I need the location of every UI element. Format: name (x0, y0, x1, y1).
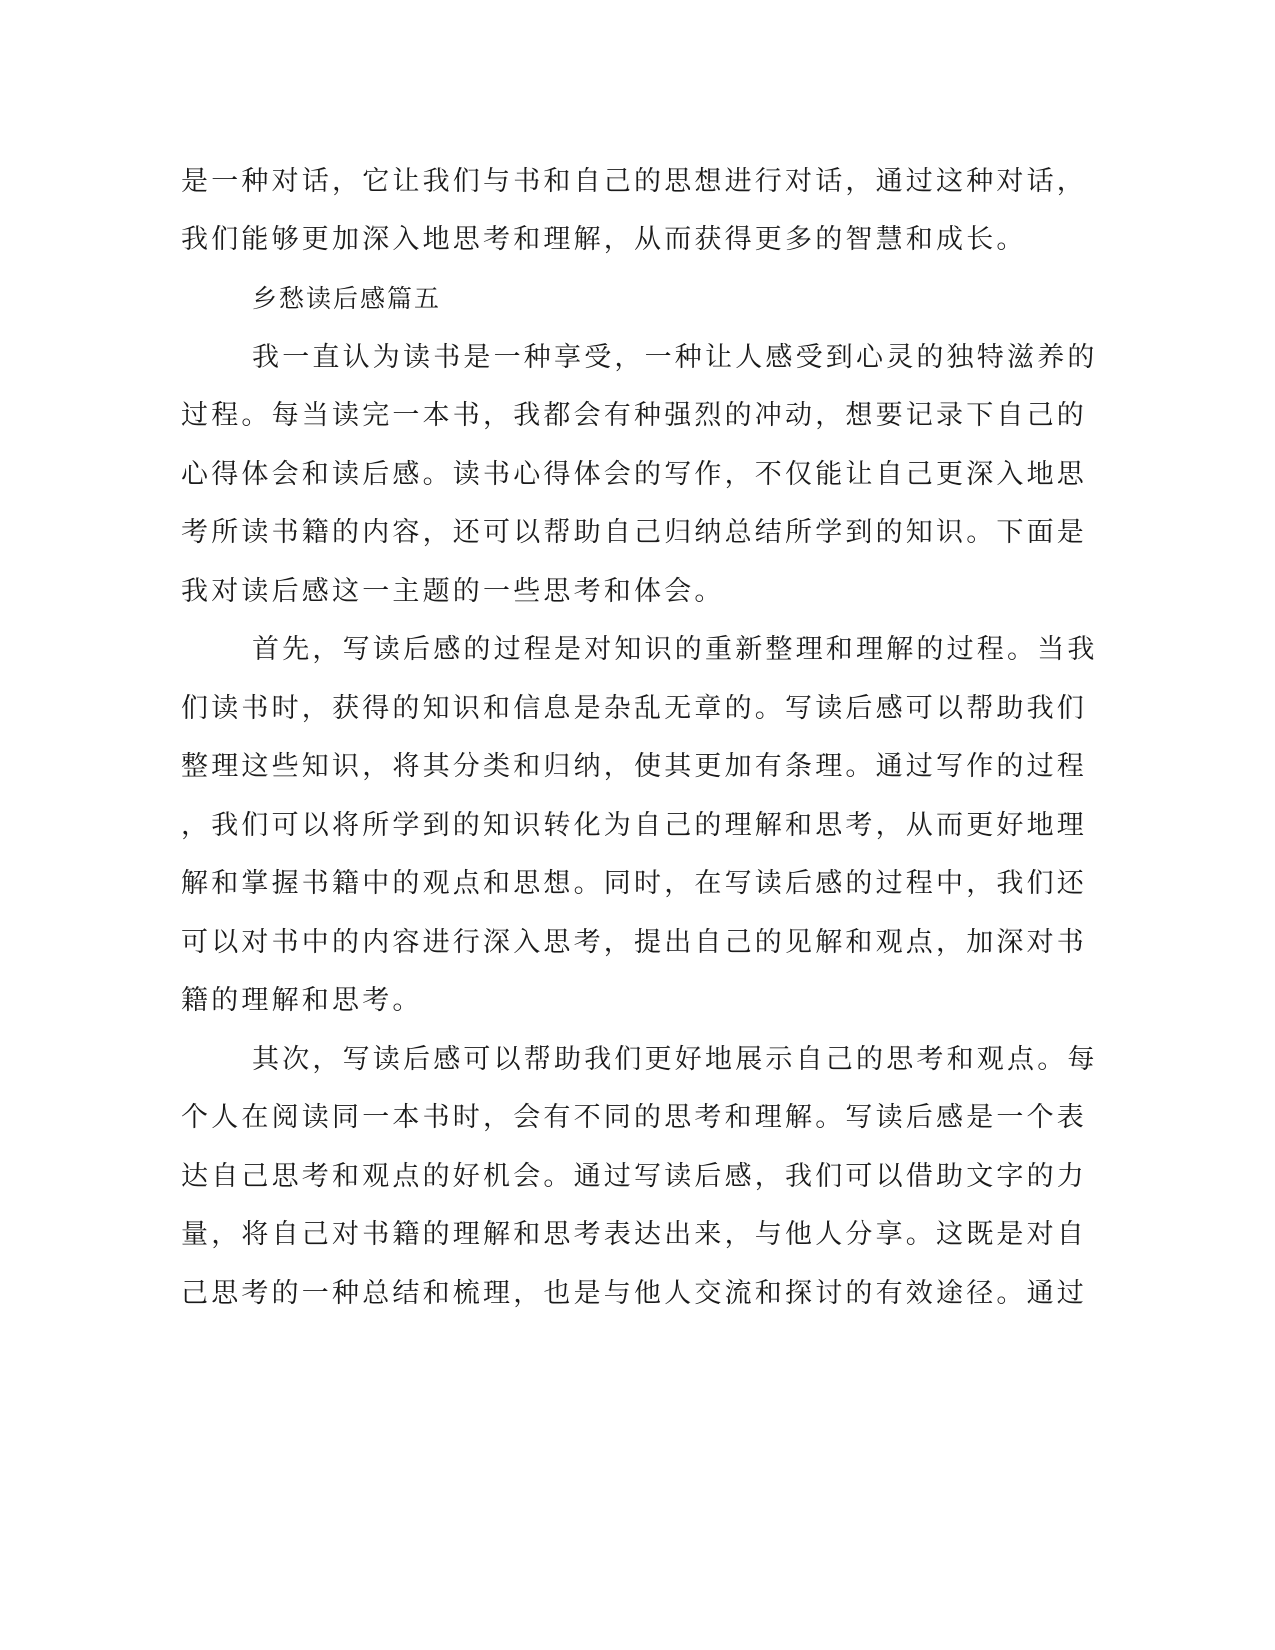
paragraph-line: 量，将自己对书籍的理解和思考表达出来，与他人分享。这既是对自 (181, 1219, 1087, 1250)
paragraph-line: 达自己思考和观点的好机会。通过写读后感，我们可以借助文字的力 (181, 1161, 1087, 1192)
paragraph-line: 是一种对话，它让我们与书和自己的思想进行对话，通过这种对话， (181, 166, 1087, 197)
paragraph-line: 心得体会和读后感。读书心得体会的写作，不仅能让自己更深入地思 (181, 459, 1087, 490)
paragraph-line: 我对读后感这一主题的一些思考和体会。 (181, 576, 725, 607)
paragraph-line: 过程。每当读完一本书，我都会有种强烈的冲动，想要记录下自己的 (181, 400, 1087, 431)
paragraph-line: 整理这些知识，将其分类和归纳，使其更加有条理。通过写作的过程 (181, 751, 1087, 782)
paragraph-line: 籍的理解和思考。 (181, 985, 423, 1016)
paragraph-line: 己思考的一种总结和梳理，也是与他人交流和探讨的有效途径。通过 (181, 1278, 1087, 1309)
paragraph-line: 解和掌握书籍中的观点和思想。同时，在写读后感的过程中，我们还 (181, 868, 1087, 899)
paragraph-line: 我一直认为读书是一种享受，一种让人感受到心灵的独特滋养的 (252, 342, 1098, 373)
paragraph-line: 可以对书中的内容进行深入思考，提出自己的见解和观点，加深对书 (181, 927, 1087, 958)
paragraph-line: 们读书时，获得的知识和信息是杂乱无章的。写读后感可以帮助我们 (181, 693, 1087, 724)
paragraph-line: 考所读书籍的内容，还可以帮助自己归纳总结所学到的知识。下面是 (181, 517, 1087, 548)
paragraph-line: 我们能够更加深入地思考和理解，从而获得更多的智慧和成长。 (181, 224, 1027, 255)
paragraph-line: 其次，写读后感可以帮助我们更好地展示自己的思考和观点。每 (252, 1044, 1098, 1075)
section-heading: 乡愁读后感篇五 (252, 284, 442, 313)
paragraph-line: 首先，写读后感的过程是对知识的重新整理和理解的过程。当我 (252, 634, 1098, 665)
paragraph-line: 个人在阅读同一本书时，会有不同的思考和理解。写读后感是一个表 (181, 1102, 1087, 1133)
paragraph-line: ，我们可以将所学到的知识转化为自己的理解和思考，从而更好地理 (181, 810, 1087, 841)
